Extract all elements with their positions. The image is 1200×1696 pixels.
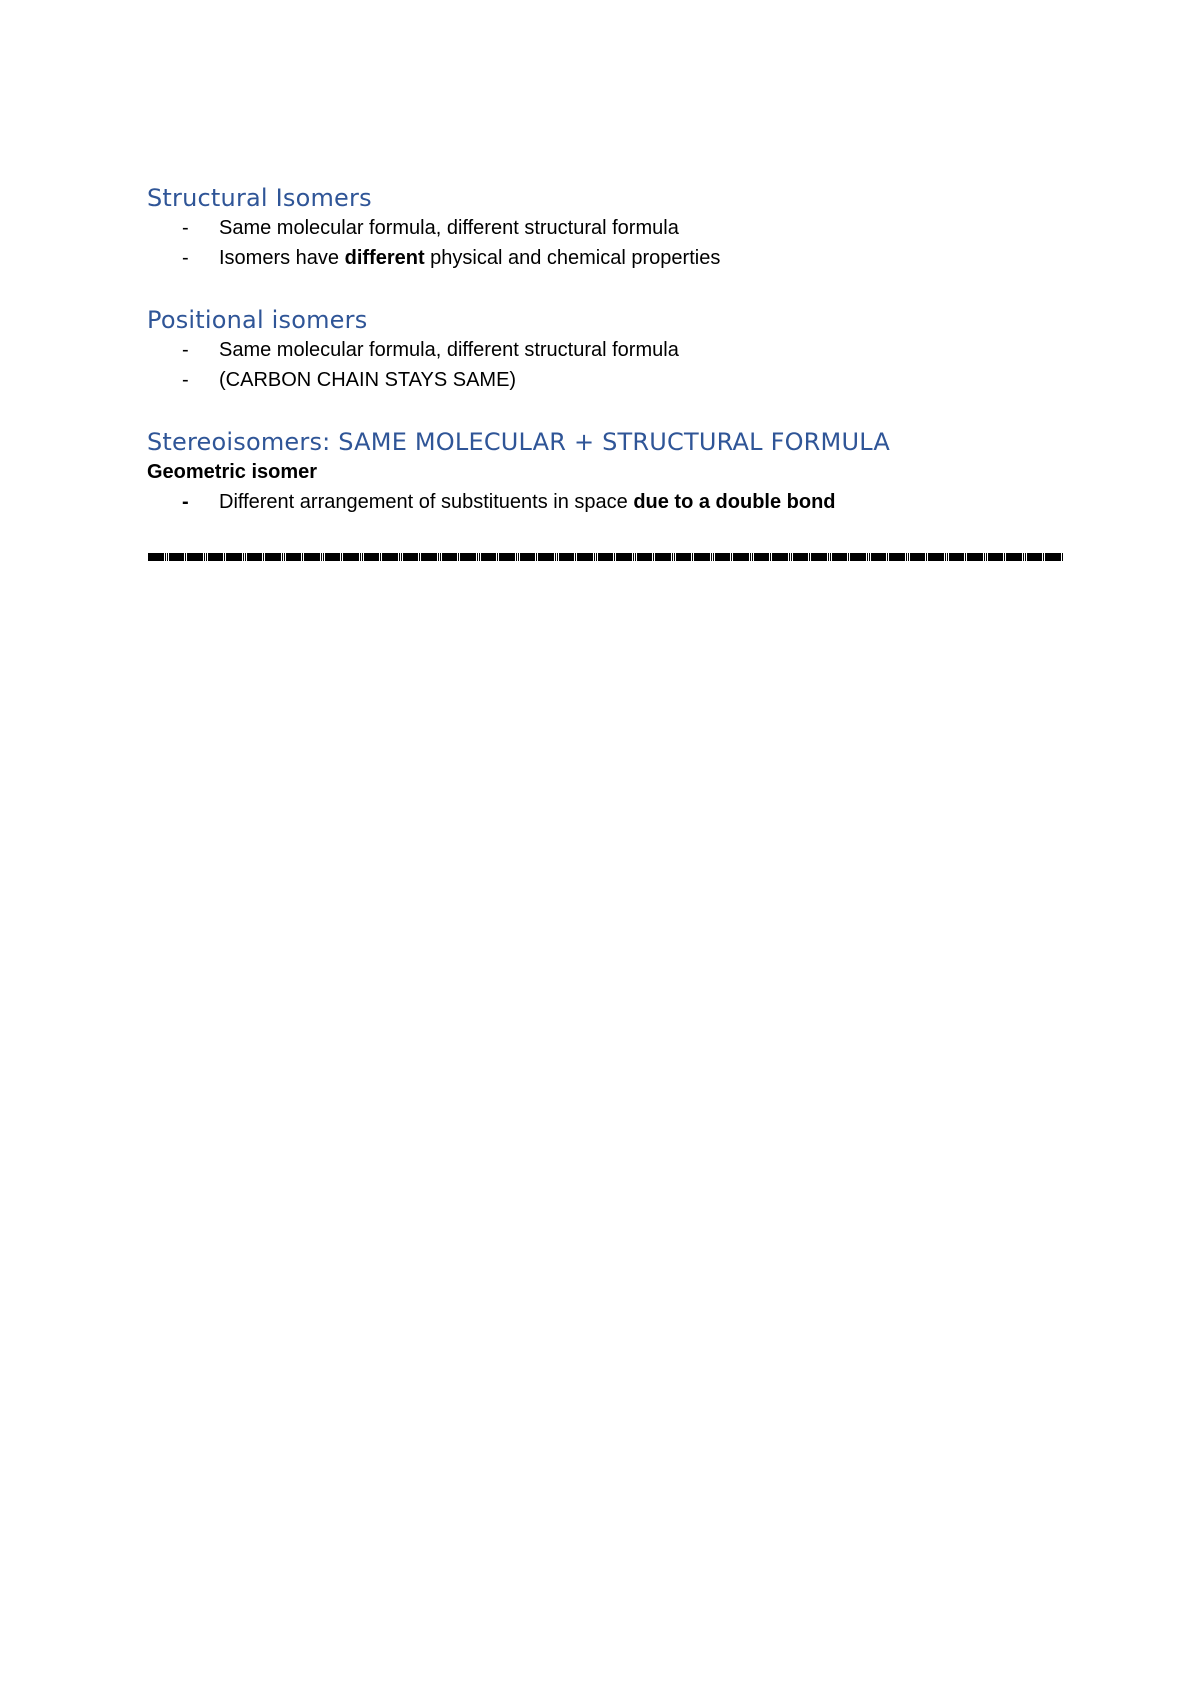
bullet-list bbox=[147, 213, 1067, 273]
section-heading: Structural Isomers bbox=[147, 184, 372, 212]
list-item-text: Same molecular formula, different structural formula bbox=[219, 339, 679, 361]
list-item-text: physical and chemical properties bbox=[424, 247, 721, 269]
list-item-text: Same molecular formula, different structural formula bbox=[219, 217, 679, 239]
bullet-marker: - bbox=[182, 339, 189, 361]
bullet-list bbox=[147, 335, 1067, 395]
dashed-divider-line bbox=[148, 553, 1064, 561]
subheading: Geometric isomer bbox=[147, 461, 318, 483]
bullet-marker: - bbox=[182, 217, 189, 239]
list-item bbox=[147, 335, 1067, 365]
list-item bbox=[147, 487, 1067, 517]
section-structural-isomers bbox=[147, 183, 1067, 273]
bold-emphasis: different bbox=[344, 247, 425, 269]
bold-emphasis: due to a double bond bbox=[633, 491, 836, 513]
list-item bbox=[147, 243, 1067, 273]
section-heading: Stereoisomers: SAME MOLECULAR + STRUCTURAL FORMULA bbox=[147, 428, 890, 456]
section-stereoisomers bbox=[147, 427, 1067, 517]
bullet-list bbox=[147, 487, 1067, 517]
bullet-marker: - bbox=[182, 491, 189, 513]
section-heading: Positional isomers bbox=[147, 306, 368, 334]
bullet-marker: - bbox=[182, 247, 189, 269]
list-item-text: (CARBON CHAIN STAYS SAME) bbox=[219, 369, 517, 391]
section-positional-isomers bbox=[147, 305, 1067, 395]
list-item-text: Isomers have bbox=[219, 247, 345, 269]
bullet-marker: - bbox=[182, 369, 189, 391]
list-item-text: Different arrangement of substituents in space bbox=[219, 491, 634, 513]
list-item bbox=[147, 213, 1067, 243]
document-content bbox=[147, 183, 1067, 517]
list-item bbox=[147, 365, 1067, 395]
